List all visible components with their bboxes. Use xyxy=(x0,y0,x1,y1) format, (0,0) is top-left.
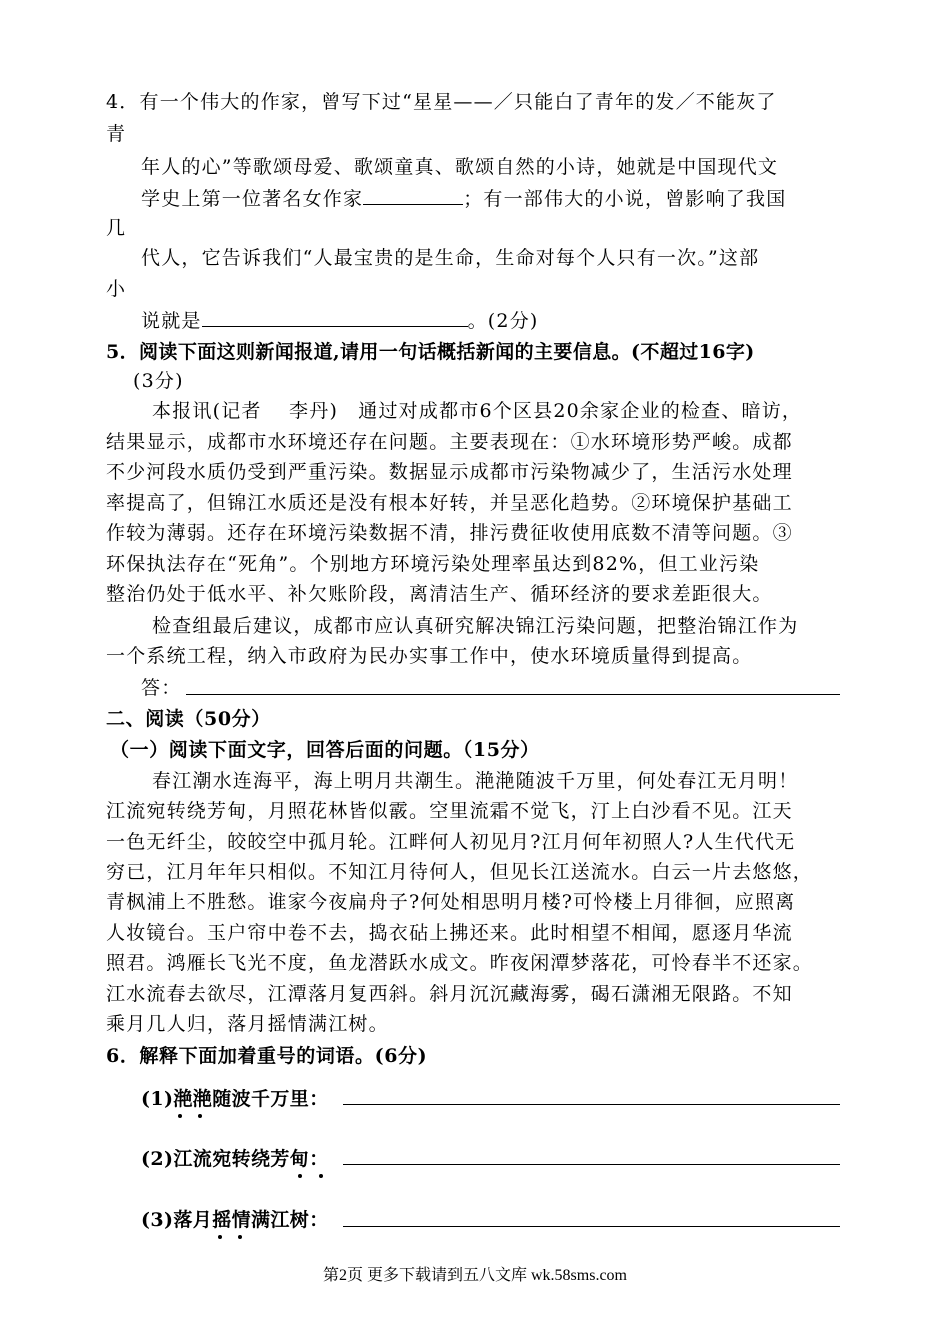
poem-line-4: 穷已，江月年年只相似。不知江月待何人，但见长江送流水。白云一片去悠悠， xyxy=(106,861,814,883)
news-line-2: 结果显示，成都市水环境还存在问题。主要表现在：①水环境形势严峻。成都 xyxy=(106,431,793,453)
news-line-6: 环保执法存在“死角”。个别地方环境污染处理率虽达到82%，但工业污染 xyxy=(106,553,760,575)
q5-score: (3分) xyxy=(133,370,184,392)
emphasis-dot xyxy=(319,1174,323,1178)
news-line-1: 本报讯(记者 李丹) 通过对成都市6个区县20余家企业的检查、暗访， xyxy=(152,400,803,422)
q5-answer-label: 答： xyxy=(141,677,182,699)
q6-item-3: (3)落月摇情满江树： xyxy=(141,1209,329,1231)
poem-line-9: 乘月几人归，落月摇情满江树。 xyxy=(106,1013,389,1035)
section2-title: 二、阅读（50分） xyxy=(106,708,271,730)
emphasis-dot xyxy=(178,1114,182,1118)
q5-title: 5．阅读下面这则新闻报道,请用一句话概括新闻的主要信息。(不超过16字) xyxy=(106,341,755,363)
q4-line-3: 年人的心”等歌颂母爱、歌颂童真、歌颂自然的小诗，她就是中国现代文 xyxy=(141,156,779,178)
q4-line-4 xyxy=(141,186,786,211)
emphasis-dot xyxy=(198,1114,202,1118)
q6-item-2-answer-line[interactable] xyxy=(343,1164,840,1165)
section2-sub1: （一）阅读下面文字，回答后面的问题。（15分） xyxy=(110,739,540,761)
poem-line-5: 青枫浦上不胜愁。谁家今夜扁舟子?何处相思明月楼?可怜楼上月徘徊，应照离 xyxy=(106,891,796,913)
q4-line-1: 4．有一个伟大的作家，曾写下过“星星——／只能白了青年的发／不能灰了 xyxy=(106,91,777,113)
news-line-8: 检查组最后建议，成都市应认真研究解决锦江污染问题，把整治锦江作为 xyxy=(152,615,799,637)
news-line-9: 一个系统工程，纳入市政府为民办实事工作中，使水环境质量得到提高。 xyxy=(106,645,753,667)
q4-line-4-text-b: ；有一部伟大的小说，曾影响了我国 xyxy=(463,188,787,210)
news-line-5: 作较为薄弱。还存在环境污染数据不清，排污费征收使用底数不清等问题。③ xyxy=(106,522,793,544)
news-line-3: 不少河段水质仍受到严重污染。数据显示成都市污染物减少了，生活污水处理 xyxy=(106,461,793,483)
poem-line-8: 江水流春去欲尽，江潭落月复西斜。斜月沉沉藏海雾，碣石潇湘无限路。不知 xyxy=(106,983,793,1005)
q5-answer-line[interactable] xyxy=(186,694,840,695)
emphasis-dot xyxy=(218,1235,222,1239)
q4-line-5: 几 xyxy=(106,217,127,239)
emphasis-dot xyxy=(238,1235,242,1239)
poem-line-1: 春江潮水连海平，海上明月共潮生。滟滟随波千万里，何处春江无月明！ xyxy=(152,770,799,792)
poem-line-3: 一色无纤尘，皎皎空中孤月轮。江畔何人初见月?江月何年初照人?人生代代无 xyxy=(106,831,796,853)
q6-title: 6．解释下面加着重号的词语。(6分) xyxy=(106,1045,428,1067)
q6-item-3-answer-line[interactable] xyxy=(343,1226,840,1227)
emphasis-dot xyxy=(298,1174,302,1178)
q4-line-8 xyxy=(141,308,539,333)
news-line-7: 整治仍处于低水平、补欠账阶段，离清洁生产、循环经济的要求差距很大。 xyxy=(106,583,773,605)
q6-item-1: (1)滟滟随波千万里： xyxy=(141,1088,329,1110)
q6-item-2: (2)江流宛转绕芳甸： xyxy=(141,1148,329,1170)
q4-author-blank[interactable] xyxy=(363,186,463,205)
q4-line-2: 青 xyxy=(106,123,127,145)
q4-line-8-text-b: 。(2分) xyxy=(467,310,539,332)
q6-item-1-answer-line[interactable] xyxy=(343,1104,840,1105)
page-footer: 第2页 更多下载请到五八文库 wk.58sms.com xyxy=(322,1267,627,1284)
poem-line-7: 照君。鸿雁长飞光不度，鱼龙潜跃水成文。昨夜闲潭梦落花，可怜春半不还家。 xyxy=(106,952,814,974)
q4-novel-blank[interactable] xyxy=(202,308,468,327)
q4-line-7: 小 xyxy=(106,278,127,300)
news-line-4: 率提高了，但锦江水质还是没有根本好转，并呈恶化趋势。②环境保护基础工 xyxy=(106,492,793,514)
q4-line-6: 代人，它告诉我们“人最宝贵的是生命，生命对每个人只有一次。”这部 xyxy=(141,247,760,269)
q4-line-8-text-a: 说就是 xyxy=(141,310,202,332)
q4-line-4-text-a: 学史上第一位著名女作家 xyxy=(141,188,364,210)
poem-line-2: 江流宛转绕芳甸，月照花林皆似霰。空里流霜不觉飞，汀上白沙看不见。江天 xyxy=(106,800,793,822)
poem-line-6: 人妆镜台。玉户帘中卷不去，捣衣砧上拂还来。此时相望不相闻，愿逐月华流 xyxy=(106,922,793,944)
